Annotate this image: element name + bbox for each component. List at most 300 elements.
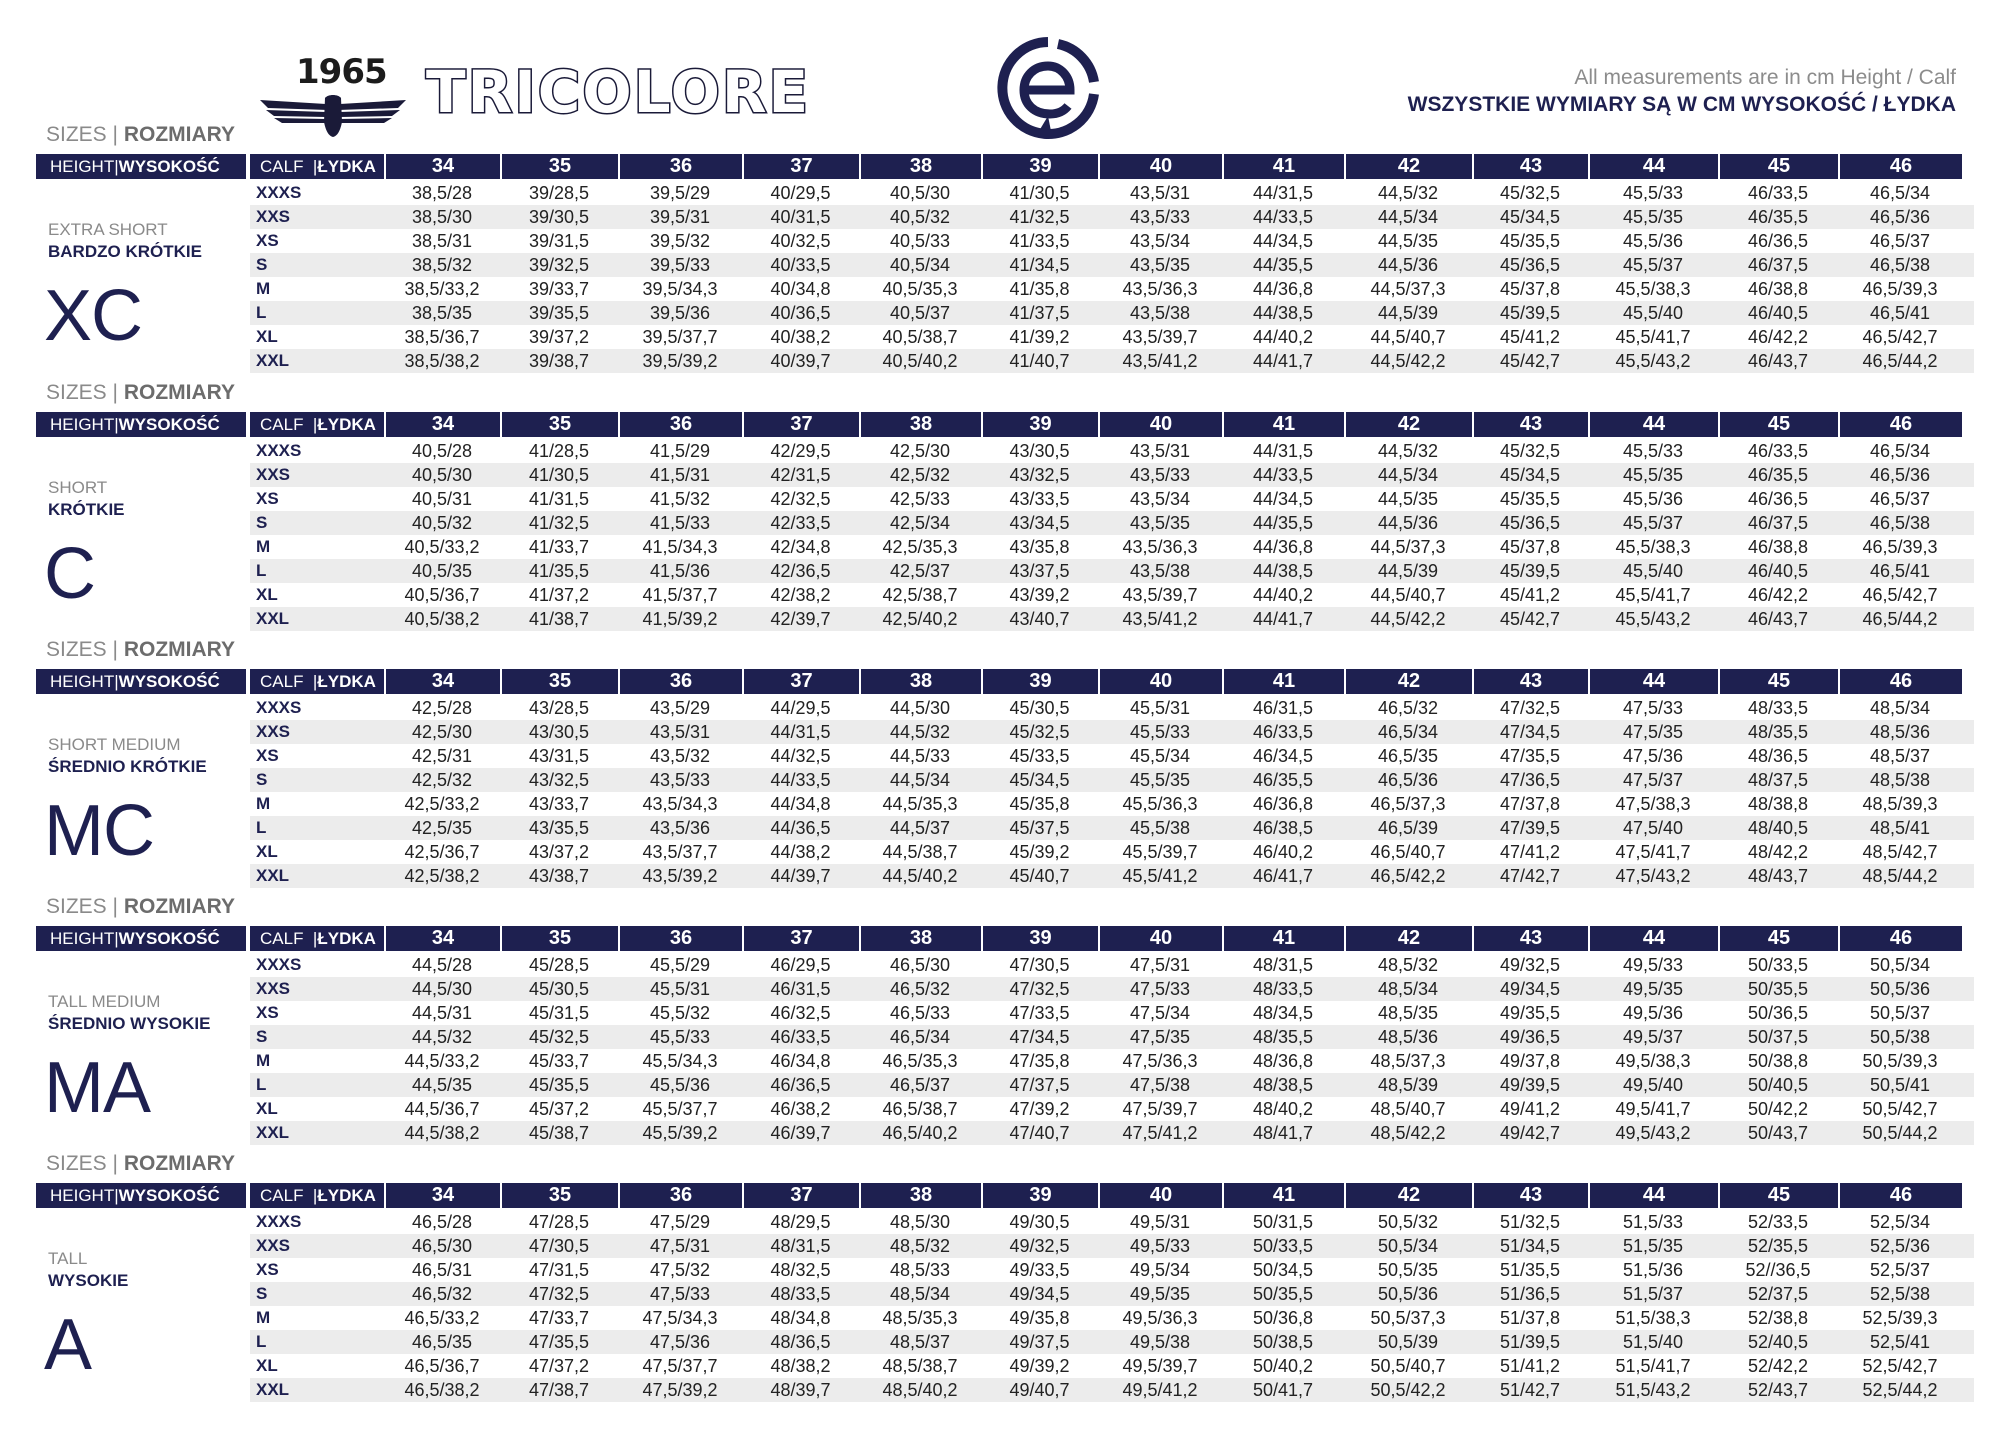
table-cell: 48/38,8 bbox=[1747, 793, 1809, 814]
table-cell: 45/35,5 bbox=[1499, 230, 1561, 251]
table-cell: 50,5/42,2 bbox=[1370, 1379, 1446, 1400]
table-cell: 45/32,5 bbox=[1499, 440, 1561, 461]
table-cell: 44,5/34 bbox=[1377, 206, 1439, 227]
shoe-size-header: 35 bbox=[500, 926, 618, 951]
table-body bbox=[250, 696, 1974, 888]
table-cell: 46,5/35,3 bbox=[882, 1050, 958, 1071]
rozmiary-text: ROZMIARY bbox=[123, 1152, 236, 1175]
category-label-en: TALL MEDIUM bbox=[48, 992, 161, 1011]
table-cell: 45,5/43,2 bbox=[1615, 350, 1691, 371]
table-cell: 44,5/40,7 bbox=[1370, 326, 1446, 347]
table-cell: 45/41,2 bbox=[1499, 326, 1561, 347]
shoe-size-header: 37 bbox=[742, 1183, 859, 1208]
table-cell: 47/32,5 bbox=[1499, 697, 1561, 718]
calf-size-label: XXXS bbox=[256, 1212, 302, 1231]
table-cell: 52,5/34 bbox=[1869, 1211, 1931, 1232]
table-cell: 46/39,7 bbox=[770, 1122, 831, 1143]
shoe-size-header: 41 bbox=[1222, 669, 1344, 694]
category-label-pl: ŚREDNIO WYSOKIE bbox=[48, 1014, 211, 1033]
table-cell: 41/33,7 bbox=[528, 536, 590, 557]
table-cell: 46/43,7 bbox=[1747, 608, 1809, 629]
brand-name: TRICOLORE bbox=[426, 58, 811, 126]
table-cell: 47/32,5 bbox=[528, 1283, 590, 1304]
calf-size-label: M bbox=[256, 537, 271, 556]
table-cell: 43/32,5 bbox=[1009, 464, 1070, 485]
table-cell: 48,5/36 bbox=[1869, 721, 1931, 742]
table-cell: 51,5/36 bbox=[1622, 1259, 1684, 1280]
table-cell: 47/37,2 bbox=[528, 1355, 590, 1376]
table-row bbox=[250, 229, 1974, 253]
table-cell: 46,5/31 bbox=[411, 1259, 473, 1280]
table-cell: 46,5/39 bbox=[1377, 817, 1439, 838]
calf-size-label: XL bbox=[256, 585, 278, 604]
table-cell: 49,5/36,3 bbox=[1122, 1307, 1198, 1328]
table-cell: 48/33,5 bbox=[1252, 978, 1314, 999]
table-cell: 47,5/37,7 bbox=[642, 1355, 718, 1376]
shoe-size-header: 35 bbox=[500, 154, 618, 179]
table-cell: 47,5/34,3 bbox=[642, 1307, 718, 1328]
table-cell: 47/30,5 bbox=[528, 1235, 590, 1256]
table-cell: 48,5/44,2 bbox=[1862, 865, 1938, 886]
shoe-size-header: 34 bbox=[384, 154, 500, 179]
table-cell: 45/35,5 bbox=[1499, 488, 1561, 509]
table-row bbox=[250, 1306, 1974, 1330]
table-cell: 44,5/35 bbox=[411, 1074, 473, 1095]
table-cell: 47,5/33 bbox=[649, 1283, 711, 1304]
table-cell: 43,5/35 bbox=[1129, 512, 1191, 533]
height-text: HEIGHT bbox=[50, 414, 115, 434]
table-cell: 49/34,5 bbox=[1499, 978, 1561, 999]
calf-size-label: XS bbox=[256, 1260, 279, 1279]
table-cell: 50/36,5 bbox=[1747, 1002, 1809, 1023]
table-cell: 40/33,5 bbox=[770, 254, 831, 275]
table-cell: 49/41,2 bbox=[1499, 1098, 1561, 1119]
table-row bbox=[250, 487, 1974, 511]
sizes-text: SIZES bbox=[46, 1152, 107, 1175]
table-cell: 45/33,5 bbox=[1009, 745, 1070, 766]
table-cell: 41,5/39,2 bbox=[642, 608, 718, 629]
table-cell: 49,5/40 bbox=[1622, 1074, 1684, 1095]
lydka-text: ŁYDKA bbox=[317, 1185, 376, 1205]
table-cell: 49,5/35 bbox=[1129, 1283, 1191, 1304]
table-cell: 49/40,7 bbox=[1009, 1379, 1070, 1400]
height-text: HEIGHT bbox=[50, 156, 115, 176]
table-cell: 42,5/38,7 bbox=[882, 584, 958, 605]
table-cell: 51/32,5 bbox=[1499, 1211, 1561, 1232]
calf-size-label: XXXS bbox=[256, 183, 302, 202]
height-header bbox=[36, 926, 246, 951]
table-cell: 47/40,7 bbox=[1009, 1122, 1070, 1143]
table-cell: 41/39,2 bbox=[1009, 326, 1070, 347]
table-cell: 45/41,2 bbox=[1499, 584, 1561, 605]
table-cell: 46/40,5 bbox=[1747, 302, 1809, 323]
calf-text: CALF bbox=[260, 671, 304, 691]
table-cell: 45/38,7 bbox=[528, 1122, 590, 1143]
brand-year: 1965 bbox=[296, 52, 387, 92]
table-cell: 44/35,5 bbox=[1252, 254, 1314, 275]
table-cell: 44/38,5 bbox=[1252, 302, 1314, 323]
table-row bbox=[250, 696, 1974, 720]
table-cell: 50/37,5 bbox=[1747, 1026, 1809, 1047]
table-cell: 39,5/34,3 bbox=[642, 278, 718, 299]
table-cell: 44,5/33,2 bbox=[404, 1050, 480, 1071]
table-cell: 40/31,5 bbox=[770, 206, 831, 227]
table-cell: 42,5/31 bbox=[411, 745, 473, 766]
table-cell: 44/39,7 bbox=[770, 865, 831, 886]
calf-header bbox=[250, 154, 384, 179]
table-cell: 43/30,5 bbox=[1009, 440, 1070, 461]
table-cell: 48,5/38,7 bbox=[882, 1355, 958, 1376]
table-cell: 46,5/37 bbox=[1869, 230, 1931, 251]
table-cell: 42/31,5 bbox=[770, 464, 831, 485]
wysokosc-text: WYSOKOŚĆ bbox=[118, 1185, 220, 1205]
table-cell: 41,5/29 bbox=[649, 440, 711, 461]
separator: | bbox=[112, 1152, 118, 1175]
table-cell: 47,5/34 bbox=[1129, 1002, 1191, 1023]
table-row bbox=[250, 953, 1974, 977]
table-cell: 42/38,2 bbox=[770, 584, 831, 605]
table-cell: 45,5/41,7 bbox=[1615, 584, 1691, 605]
table-cell: 44/36,8 bbox=[1252, 536, 1314, 557]
calf-size-label: XL bbox=[256, 1099, 278, 1118]
table-row bbox=[250, 1234, 1974, 1258]
table-header-row bbox=[36, 412, 1974, 437]
table-cell: 45/39,5 bbox=[1499, 560, 1561, 581]
separator: | bbox=[112, 381, 118, 404]
table-header-row bbox=[36, 154, 1974, 179]
table-cell: 43,5/32 bbox=[649, 745, 711, 766]
table-cell: 44,5/40,7 bbox=[1370, 584, 1446, 605]
table-cell: 40,5/32 bbox=[411, 512, 473, 533]
table-cell: 47,5/41,2 bbox=[1122, 1122, 1198, 1143]
table-cell: 40,5/40,2 bbox=[882, 350, 958, 371]
table-cell: 48/38,5 bbox=[1252, 1074, 1314, 1095]
table-cell: 50,5/39 bbox=[1377, 1331, 1439, 1352]
table-cell: 45/39,5 bbox=[1499, 302, 1561, 323]
table-cell: 39/33,7 bbox=[528, 278, 590, 299]
shoe-size-header: 46 bbox=[1838, 1183, 1962, 1208]
table-row bbox=[250, 792, 1974, 816]
table-cell: 48/33,5 bbox=[1747, 697, 1809, 718]
height-header bbox=[36, 412, 246, 437]
table-cell: 46,5/37 bbox=[889, 1074, 951, 1095]
table-cell: 46,5/44,2 bbox=[1862, 608, 1938, 629]
table-cell: 40/36,5 bbox=[770, 302, 831, 323]
calf-size-label: M bbox=[256, 1308, 271, 1327]
calf-size-label: XXL bbox=[256, 1380, 290, 1399]
table-cell: 39,5/31 bbox=[649, 206, 711, 227]
table-cell: 39/32,5 bbox=[528, 254, 590, 275]
table-row bbox=[250, 535, 1974, 559]
table-cell: 45,5/37 bbox=[1622, 254, 1684, 275]
table-cell: 38,5/38,2 bbox=[404, 350, 480, 371]
table-cell: 45,5/31 bbox=[649, 978, 711, 999]
table-cell: 47,5/33 bbox=[1622, 697, 1684, 718]
table-cell: 46,5/34 bbox=[889, 1026, 951, 1047]
table-cell: 44,5/37,3 bbox=[1370, 536, 1446, 557]
height-header bbox=[36, 669, 246, 694]
calf-size-label: XXXS bbox=[256, 955, 302, 974]
category-label-en: SHORT MEDIUM bbox=[48, 735, 181, 754]
table-cell: 50,5/36 bbox=[1869, 978, 1931, 999]
table-cell: 47,5/36,3 bbox=[1122, 1050, 1198, 1071]
table-cell: 43,5/39,7 bbox=[1122, 326, 1198, 347]
shoe-size-header: 42 bbox=[1344, 669, 1472, 694]
table-cell: 45,5/38,3 bbox=[1615, 278, 1691, 299]
table-cell: 42/39,7 bbox=[770, 608, 831, 629]
calf-header bbox=[250, 412, 384, 437]
table-cell: 45/36,5 bbox=[1499, 254, 1561, 275]
table-cell: 43/38,7 bbox=[528, 865, 590, 886]
table-cell: 46/40,5 bbox=[1747, 560, 1809, 581]
shoe-size-header: 36 bbox=[618, 669, 742, 694]
table-cell: 48/29,5 bbox=[770, 1211, 831, 1232]
shoe-size-header: 45 bbox=[1718, 926, 1838, 951]
table-cell: 40,5/32 bbox=[889, 206, 951, 227]
separator: | bbox=[112, 895, 118, 918]
height-text: HEIGHT bbox=[50, 928, 115, 948]
shoe-size-header: 34 bbox=[384, 669, 500, 694]
table-cell: 46/33,5 bbox=[1252, 721, 1314, 742]
table-cell: 46/42,2 bbox=[1747, 584, 1809, 605]
table-row bbox=[250, 349, 1974, 373]
table-cell: 51/35,5 bbox=[1499, 1259, 1561, 1280]
table-cell: 50,5/42,7 bbox=[1862, 1098, 1938, 1119]
table-cell: 52/35,5 bbox=[1747, 1235, 1809, 1256]
calf-size-label: XS bbox=[256, 231, 279, 250]
table-cell: 47,5/31 bbox=[649, 1235, 711, 1256]
lydka-text: ŁYDKA bbox=[317, 928, 376, 948]
table-row bbox=[250, 583, 1974, 607]
table-cell: 49/37,8 bbox=[1499, 1050, 1561, 1071]
table-row bbox=[250, 720, 1974, 744]
table-cell: 48/31,5 bbox=[770, 1235, 831, 1256]
table-cell: 48,5/37 bbox=[1869, 745, 1931, 766]
table-row bbox=[250, 1210, 1974, 1234]
table-cell: 48,5/35,3 bbox=[882, 1307, 958, 1328]
table-cell: 47/38,7 bbox=[528, 1379, 590, 1400]
table-cell: 40/38,2 bbox=[770, 326, 831, 347]
table-cell: 45,5/37,7 bbox=[642, 1098, 718, 1119]
shoe-size-header: 45 bbox=[1718, 154, 1838, 179]
wysokosc-text: WYSOKOŚĆ bbox=[118, 156, 220, 176]
calf-size-label: S bbox=[256, 513, 268, 532]
table-cell: 50/35,5 bbox=[1747, 978, 1809, 999]
table-cell: 44,5/36 bbox=[1377, 512, 1439, 533]
separator: | bbox=[114, 414, 119, 434]
table-cell: 47,5/38 bbox=[1129, 1074, 1191, 1095]
separator: | bbox=[114, 928, 119, 948]
table-cell: 44,5/34 bbox=[889, 769, 951, 790]
shoe-size-header: 40 bbox=[1098, 154, 1222, 179]
table-cell: 40,5/31 bbox=[411, 488, 473, 509]
table-cell: 40/34,8 bbox=[770, 278, 831, 299]
calf-size-label: XXS bbox=[256, 465, 291, 484]
table-cell: 50,5/41 bbox=[1869, 1074, 1931, 1095]
table-cell: 51,5/37 bbox=[1622, 1283, 1684, 1304]
wysokosc-text: WYSOKOŚĆ bbox=[118, 671, 220, 691]
shoe-size-header: 41 bbox=[1222, 1183, 1344, 1208]
table-cell: 43/35,5 bbox=[528, 817, 590, 838]
table-cell: 48,5/40,2 bbox=[882, 1379, 958, 1400]
table-cell: 49,5/43,2 bbox=[1615, 1122, 1691, 1143]
table-cell: 42,5/32 bbox=[411, 769, 473, 790]
table-cell: 48/32,5 bbox=[770, 1259, 831, 1280]
lydka-text: ŁYDKA bbox=[317, 156, 376, 176]
category-label-pl: WYSOKIE bbox=[48, 1271, 129, 1290]
table-cell: 46,5/36,7 bbox=[404, 1355, 480, 1376]
calf-size-label: XXXS bbox=[256, 441, 302, 460]
measurement-note-en: All measurements are in cm Height / Calf bbox=[1574, 66, 1956, 89]
shoe-size-header: 34 bbox=[384, 926, 500, 951]
table-cell: 49,5/33 bbox=[1622, 954, 1684, 975]
table-cell: 46/41,7 bbox=[1252, 865, 1314, 886]
table-row bbox=[250, 977, 1974, 1001]
table-cell: 45/37,8 bbox=[1499, 536, 1561, 557]
table-cell: 43,5/33 bbox=[1129, 206, 1191, 227]
calf-size-label: XXL bbox=[256, 1123, 290, 1142]
table-cell: 45,5/33 bbox=[1622, 182, 1684, 203]
table-cell: 39/28,5 bbox=[528, 182, 590, 203]
table-cell: 44/34,8 bbox=[770, 793, 831, 814]
table-cell: 47/34,5 bbox=[1499, 721, 1561, 742]
shoe-size-header: 37 bbox=[742, 412, 859, 437]
table-cell: 46,5/32 bbox=[411, 1283, 473, 1304]
category-label-en: SHORT bbox=[48, 478, 108, 497]
table-cell: 41/40,7 bbox=[1009, 350, 1070, 371]
table-cell: 42/32,5 bbox=[770, 488, 831, 509]
rozmiary-text: ROZMIARY bbox=[123, 638, 236, 661]
table-cell: 46,5/41 bbox=[1869, 560, 1931, 581]
table-cell: 46,5/44,2 bbox=[1862, 350, 1938, 371]
table-cell: 52/37,5 bbox=[1747, 1283, 1809, 1304]
table-cell: 42,5/37 bbox=[889, 560, 951, 581]
shoe-size-header: 43 bbox=[1472, 1183, 1588, 1208]
table-cell: 43/37,2 bbox=[528, 841, 590, 862]
table-cell: 45/34,5 bbox=[1499, 464, 1561, 485]
shoe-size-header: 34 bbox=[384, 412, 500, 437]
table-cell: 48/36,5 bbox=[1747, 745, 1809, 766]
table-cell: 43/32,5 bbox=[528, 769, 590, 790]
table-cell: 48/34,5 bbox=[1252, 1002, 1314, 1023]
wysokosc-text: WYSOKOŚĆ bbox=[118, 928, 220, 948]
table-cell: 46/29,5 bbox=[770, 954, 831, 975]
table-cell: 42,5/35,3 bbox=[882, 536, 958, 557]
table-cell: 47/31,5 bbox=[528, 1259, 590, 1280]
table-cell: 41/34,5 bbox=[1009, 254, 1070, 275]
table-cell: 49/36,5 bbox=[1499, 1026, 1561, 1047]
table-cell: 50,5/37 bbox=[1869, 1002, 1931, 1023]
table-cell: 48/31,5 bbox=[1252, 954, 1314, 975]
shoe-size-header: 41 bbox=[1222, 926, 1344, 951]
shoe-size-header: 45 bbox=[1718, 669, 1838, 694]
table-cell: 51,5/43,2 bbox=[1615, 1379, 1691, 1400]
table-cell: 50,5/36 bbox=[1377, 1283, 1439, 1304]
table-cell: 46/38,2 bbox=[770, 1098, 831, 1119]
calf-header bbox=[250, 669, 384, 694]
table-cell: 39,5/32 bbox=[649, 230, 711, 251]
table-cell: 50,5/37,3 bbox=[1370, 1307, 1446, 1328]
table-cell: 39/37,2 bbox=[528, 326, 590, 347]
table-cell: 45/42,7 bbox=[1499, 608, 1561, 629]
table-cell: 44,5/36 bbox=[1377, 254, 1439, 275]
table-cell: 51,5/40 bbox=[1622, 1331, 1684, 1352]
calf-size-label: XL bbox=[256, 842, 278, 861]
table-cell: 47,5/32 bbox=[649, 1259, 711, 1280]
table-cell: 51/34,5 bbox=[1499, 1235, 1561, 1256]
table-row bbox=[250, 840, 1974, 864]
table-cell: 46,5/38,7 bbox=[882, 1098, 958, 1119]
table-cell: 41/35,5 bbox=[528, 560, 590, 581]
table-cell: 43,5/31 bbox=[649, 721, 711, 742]
table-cell: 45,5/35 bbox=[1622, 464, 1684, 485]
table-cell: 49/32,5 bbox=[1499, 954, 1561, 975]
rozmiary-text: ROZMIARY bbox=[123, 123, 236, 146]
table-row bbox=[250, 607, 1974, 631]
table-body bbox=[250, 953, 1974, 1145]
sizes-label bbox=[46, 381, 235, 405]
table-cell: 46,5/33 bbox=[889, 1002, 951, 1023]
table-cell: 50/33,5 bbox=[1747, 954, 1809, 975]
table-cell: 46/32,5 bbox=[770, 1002, 831, 1023]
table-cell: 46,5/40,7 bbox=[1370, 841, 1446, 862]
calf-size-label: XXS bbox=[256, 1236, 291, 1255]
table-cell: 49,5/41,2 bbox=[1122, 1379, 1198, 1400]
table-cell: 52/33,5 bbox=[1747, 1211, 1809, 1232]
separator: | bbox=[114, 156, 119, 176]
table-cell: 50,5/38 bbox=[1869, 1026, 1931, 1047]
table-cell: 39,5/39,2 bbox=[642, 350, 718, 371]
table-cell: 49,5/39,7 bbox=[1122, 1355, 1198, 1376]
table-cell: 45/28,5 bbox=[528, 954, 590, 975]
table-body bbox=[250, 439, 1974, 631]
height-text: HEIGHT bbox=[50, 671, 115, 691]
table-cell: 51,5/38,3 bbox=[1615, 1307, 1691, 1328]
shoe-size-header: 46 bbox=[1838, 926, 1962, 951]
table-cell: 43,5/34,3 bbox=[642, 793, 718, 814]
shoe-size-header: 40 bbox=[1098, 1183, 1222, 1208]
table-cell: 44,5/37 bbox=[889, 817, 951, 838]
table-row bbox=[250, 768, 1974, 792]
table-cell: 49,5/34 bbox=[1129, 1259, 1191, 1280]
table-cell: 40,5/28 bbox=[411, 440, 473, 461]
table-cell: 49/39,2 bbox=[1009, 1355, 1070, 1376]
table-cell: 42/36,5 bbox=[770, 560, 831, 581]
table-cell: 46/34,5 bbox=[1252, 745, 1314, 766]
shoe-size-header: 40 bbox=[1098, 412, 1222, 437]
table-cell: 39,5/37,7 bbox=[642, 326, 718, 347]
calf-size-label: S bbox=[256, 1284, 268, 1303]
table-cell: 47/41,2 bbox=[1499, 841, 1561, 862]
table-cell: 46/33,5 bbox=[770, 1026, 831, 1047]
table-cell: 48/35,5 bbox=[1747, 721, 1809, 742]
table-cell: 49/35,8 bbox=[1009, 1307, 1070, 1328]
table-cell: 46,5/32 bbox=[889, 978, 951, 999]
table-cell: 48,5/34 bbox=[1869, 697, 1931, 718]
calf-text: CALF bbox=[260, 156, 304, 176]
table-cell: 43,5/33 bbox=[1129, 464, 1191, 485]
table-cell: 44/34,5 bbox=[1252, 230, 1314, 251]
table-cell: 40,5/35,3 bbox=[882, 278, 958, 299]
table-cell: 48,5/37,3 bbox=[1370, 1050, 1446, 1071]
table-cell: 51/37,8 bbox=[1499, 1307, 1561, 1328]
table-cell: 42,5/30 bbox=[889, 440, 951, 461]
table-cell: 52/40,5 bbox=[1747, 1331, 1809, 1352]
category-label-en: TALL bbox=[48, 1249, 88, 1268]
height-text: HEIGHT bbox=[50, 1185, 115, 1205]
table-cell: 45/30,5 bbox=[528, 978, 590, 999]
table-cell: 47,5/39,2 bbox=[642, 1379, 718, 1400]
